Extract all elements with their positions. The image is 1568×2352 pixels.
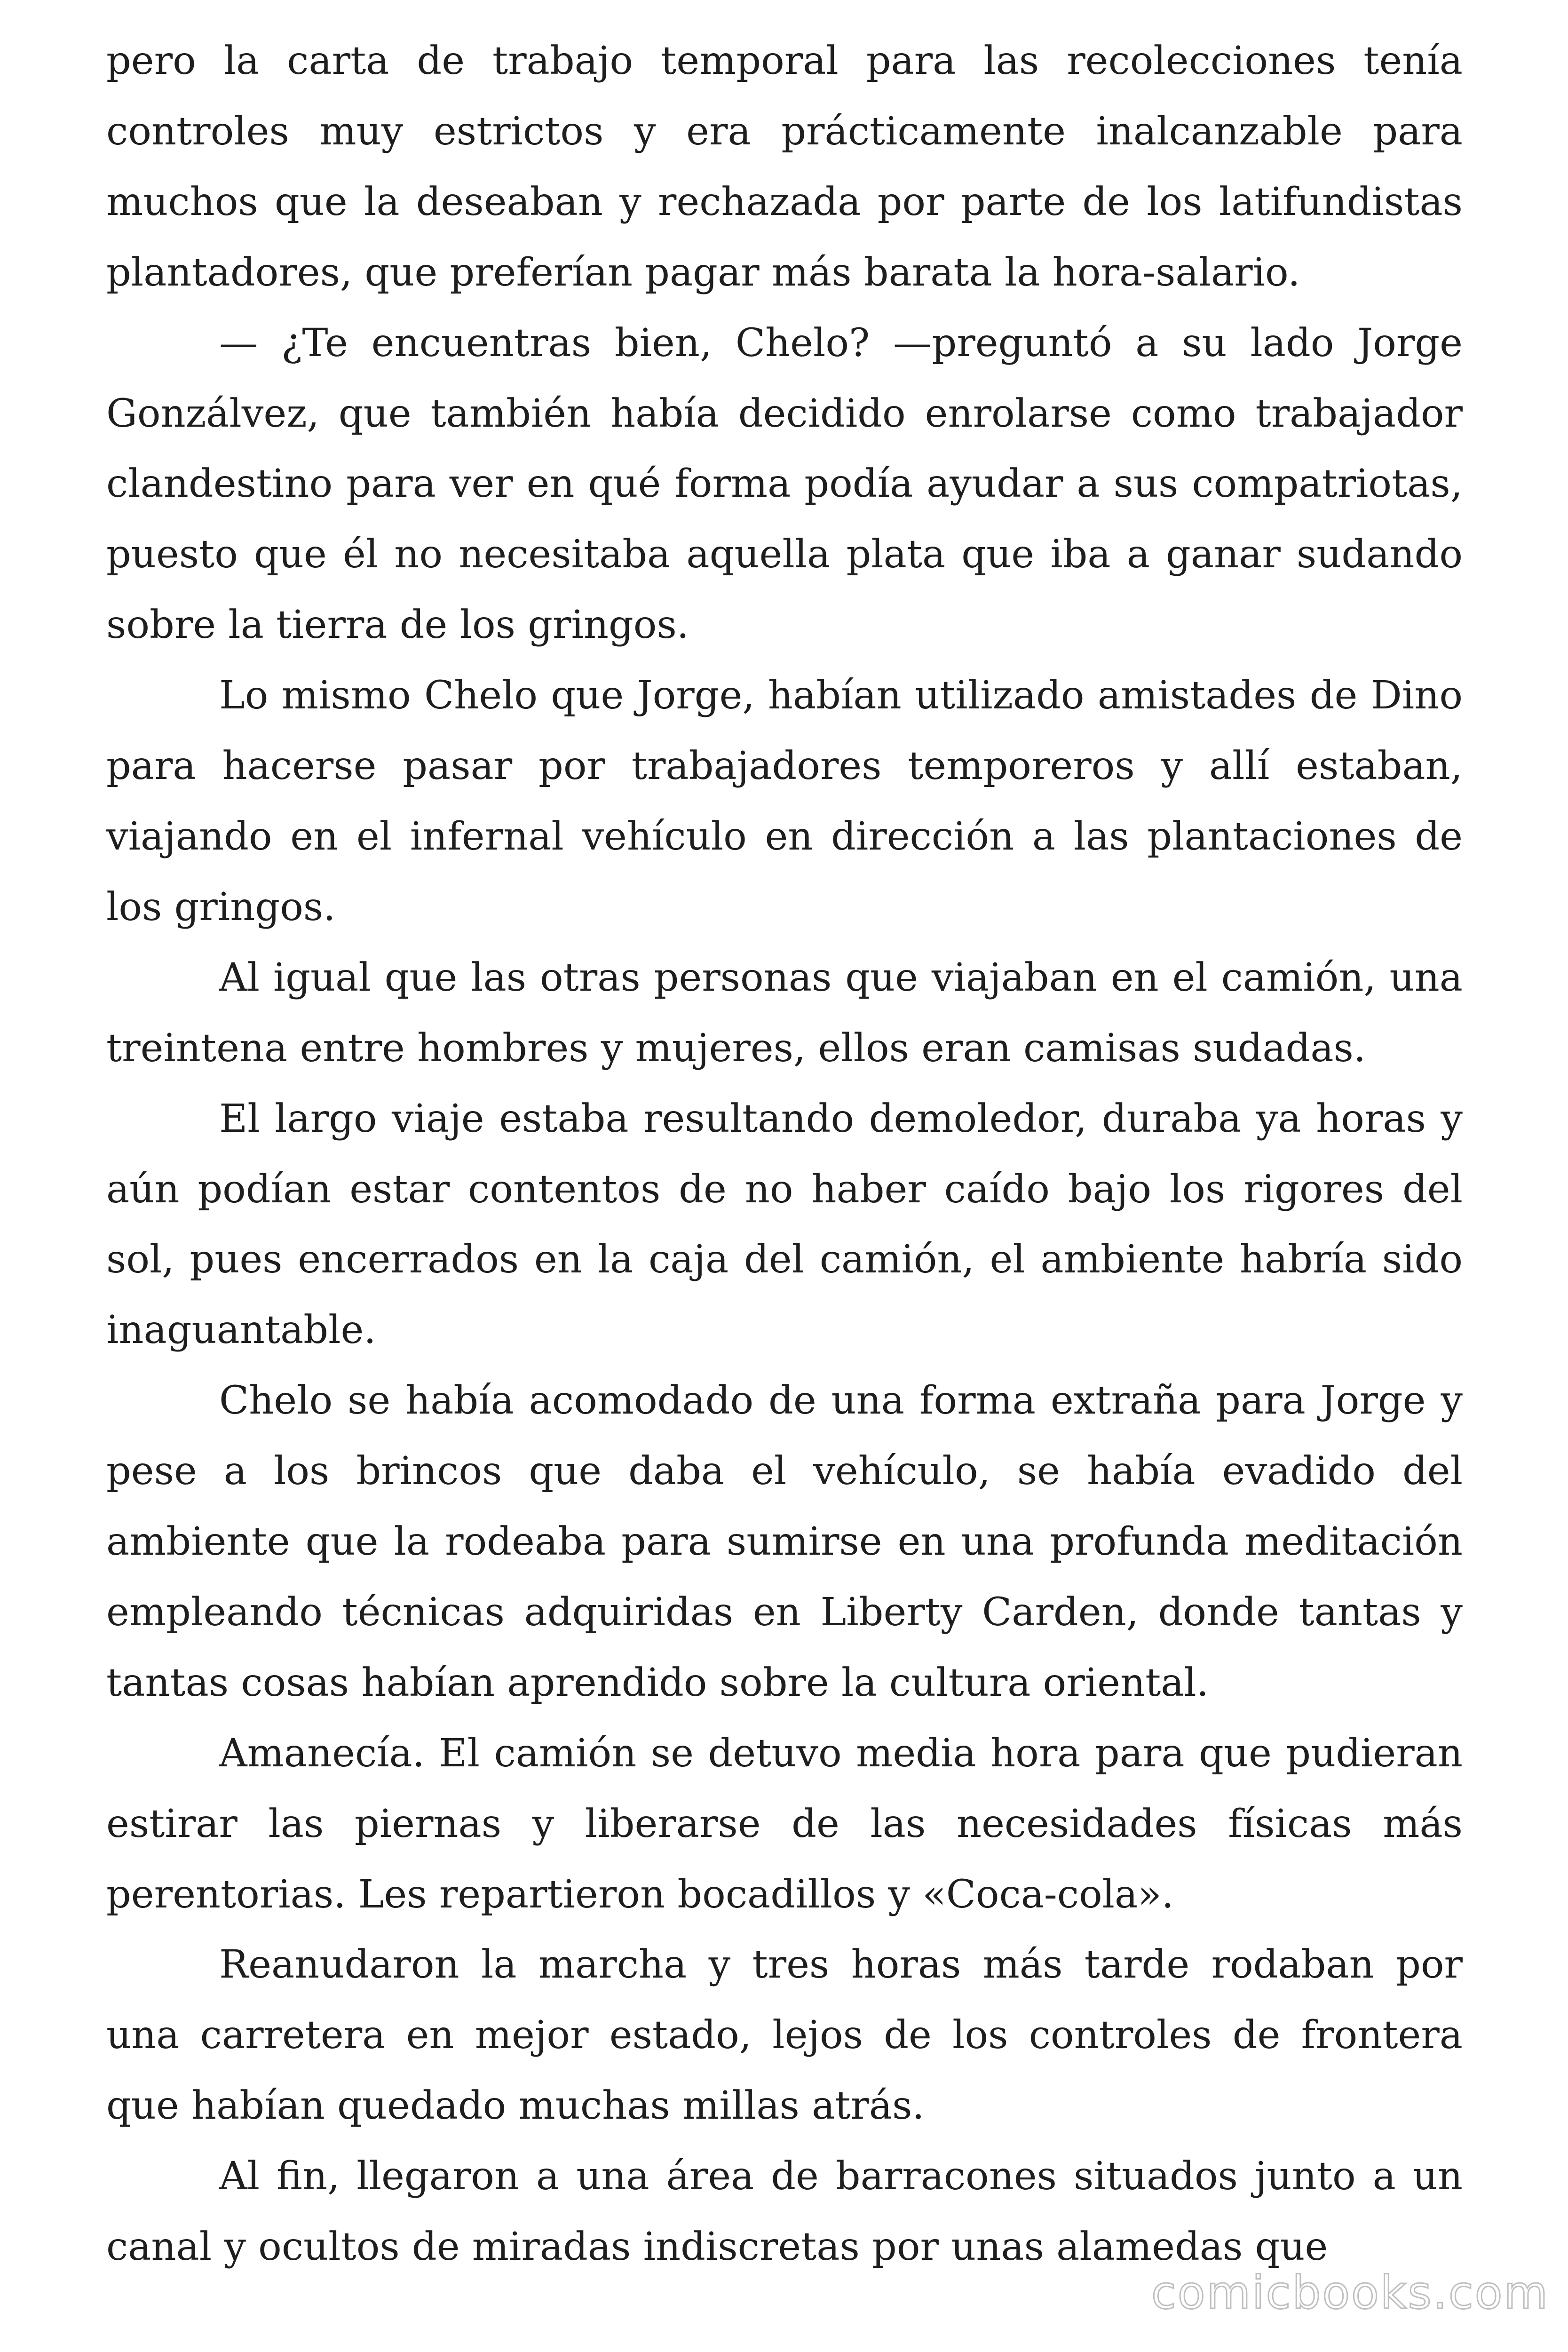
page-body	[106, 26, 1463, 2282]
paragraph-truncated: Al fin, llegaron a una área de barracones situados junto a un canal y ocultos de miradas indiscretas por unas alamedas que	[106, 2153, 1463, 2270]
paragraph: Reanudaron la marcha y tres horas más tarde rodaban por una carretera en mejor estado, lejos de los controles de frontera que habían quedado muchas millas atrás.	[106, 1942, 1463, 2129]
paragraph-continuation: pero la carta de trabajo temporal para las recolecciones tenía controles muy estrictos y era prácticamente inalcanzable para muchos que la deseaban y rechazada por parte de los latifundistas plantadores, que preferían pagar más barata la hora-salario.	[106, 38, 1463, 295]
watermark: comicbooks.com	[1151, 2266, 1549, 2319]
paragraph: Al igual que las otras personas que viajaban en el camión, una treintena entre hombres y mujeres, ellos eran camisas sudadas.	[106, 954, 1463, 1071]
paragraph: El largo viaje estaba resultando demoledor, duraba ya horas y aún podían estar contentos de no haber caído bajo los rigores del sol, pues encerrados en la caja del camión, el ambiente habría sido inaguantable.	[106, 1096, 1463, 1353]
paragraph: Chelo se había acomodado de una forma extraña para Jorge y pese a los brincos que daba el vehículo, se había evadido del ambiente que la rodeaba para sumirse en una profunda meditación empleando técnicas adquiridas en Liberty Carden, donde tantas y tantas cosas habían aprendido sobre la cultura oriental.	[106, 1378, 1463, 1705]
paragraph: Lo mismo Chelo que Jorge, habían utilizado amistades de Dino para hacerse pasar por trabajadores temporeros y allí estaban, viajando en el infernal vehículo en dirección a las plantaciones de los gringos.	[106, 673, 1463, 930]
paragraph: — ¿Te encuentras bien, Chelo? —preguntó a su lado Jorge Gonzálvez, que también había decidido enrolarse como trabajador clandestino para ver en qué forma podía ayudar a sus compatriotas, puesto que él no necesitaba aquella plata que iba a ganar sudando sobre la tierra de los gringos.	[106, 320, 1463, 648]
paragraph: Amanecía. El camión se detuvo media hora para que pudieran estirar las piernas y liberarse de las necesidades físicas más perentorias. Les repartieron bocadillos y «Coca-cola».	[106, 1730, 1463, 1917]
